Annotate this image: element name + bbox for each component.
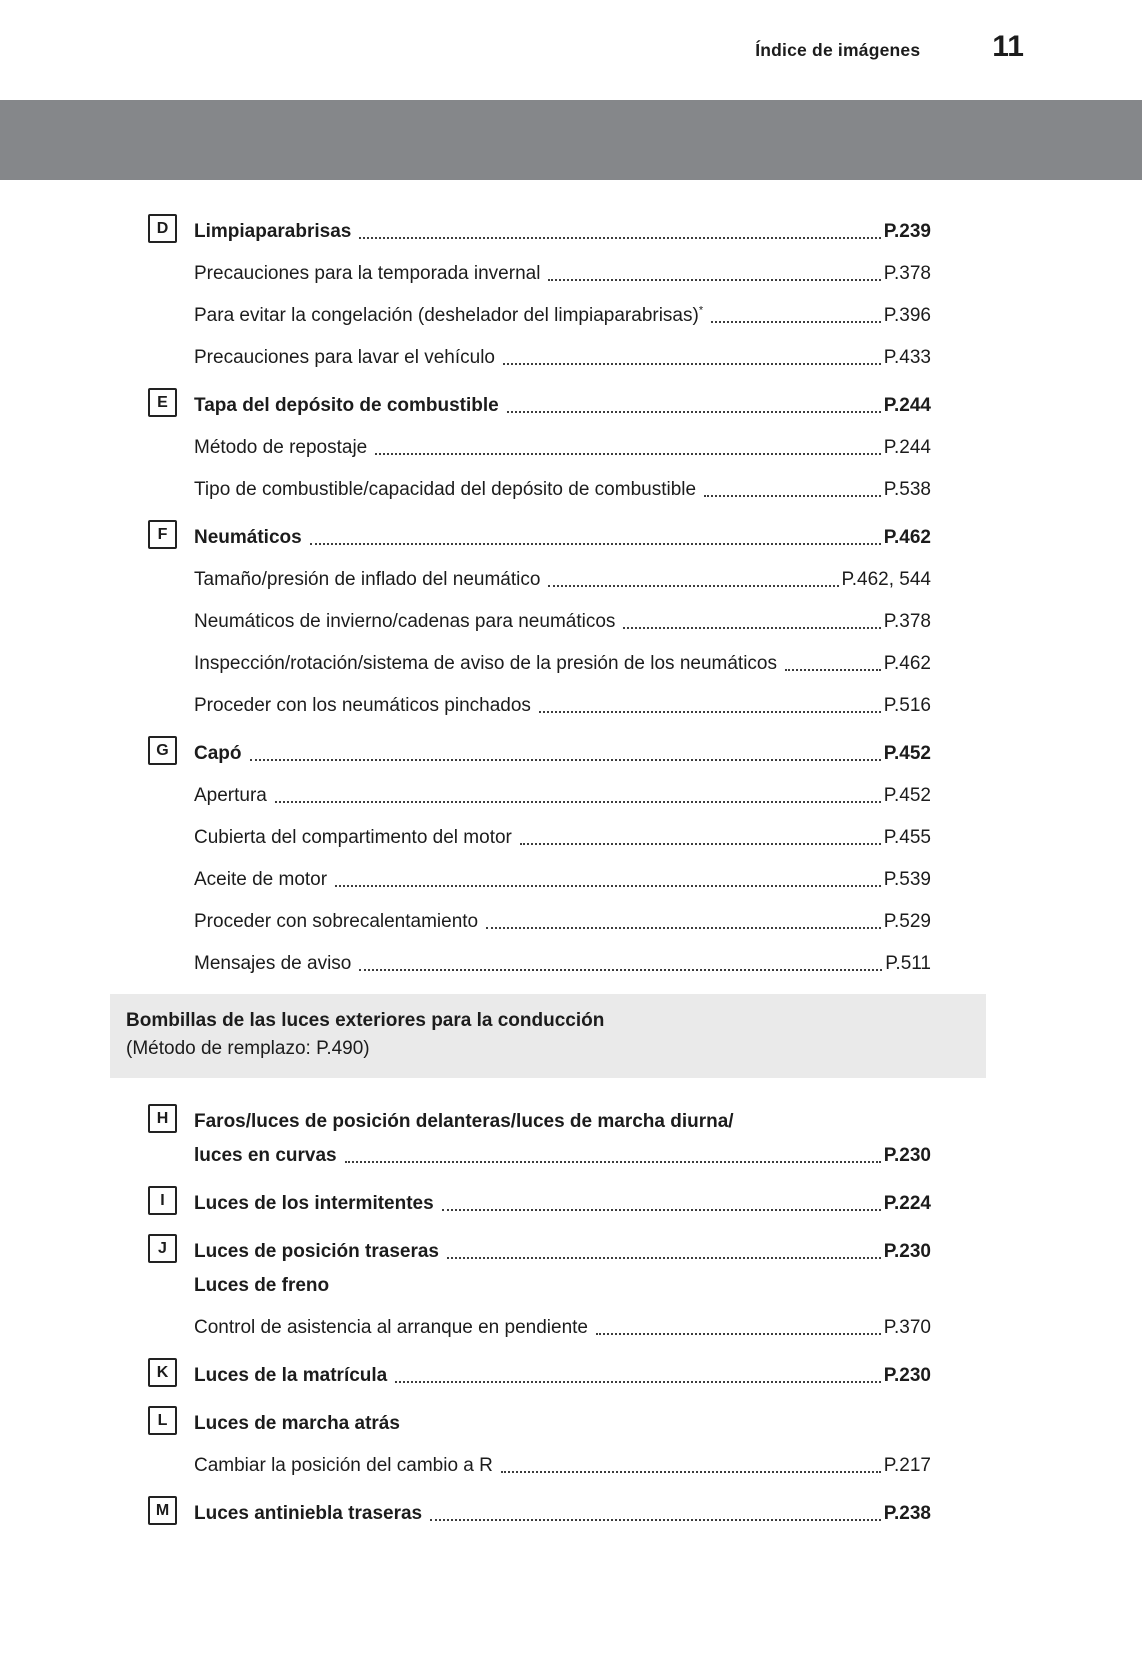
page-reference: P.462: [883, 527, 931, 548]
entry-badge-slot: [148, 1496, 194, 1526]
page-reference: P.452: [883, 785, 931, 806]
toc-row: [148, 1186, 931, 1216]
entry-text: Método de repostaje: [194, 437, 368, 458]
entry-letter-badge: J: [148, 1234, 177, 1263]
entry-text: Luces de posición traseras: [194, 1241, 439, 1262]
dotted-leader: [335, 885, 881, 887]
section-band-subtitle: (Método de remplazo: P.490): [126, 1038, 370, 1059]
entry-text: Mensajes de aviso: [194, 953, 352, 974]
dotted-leader: [503, 363, 881, 365]
page-reference: P.244: [883, 437, 931, 458]
entry-text: Para evitar la congelación (deshelador del limpiaparabrisas)*: [194, 304, 704, 326]
toc-row: [148, 478, 931, 502]
entry-letter-badge: H: [148, 1104, 177, 1133]
entry-badge-slot: [148, 520, 194, 550]
page-reference: P.455: [883, 827, 931, 848]
dotted-leader: [520, 843, 881, 845]
toc-row: [148, 1274, 931, 1298]
page-reference: P.462, 544: [841, 569, 931, 590]
dotted-leader: [507, 411, 881, 413]
entry-text: Tamaño/presión de inflado del neumático: [194, 569, 541, 590]
entry-text: Aceite de motor: [194, 869, 328, 890]
toc-row: [148, 868, 931, 892]
toc-row: [148, 652, 931, 676]
toc-row: [148, 1144, 931, 1168]
dotted-leader: [430, 1519, 881, 1521]
index-rows-top: [110, 214, 986, 976]
toc-row: [148, 436, 931, 460]
dotted-leader: [359, 969, 882, 971]
entry-letter-badge: I: [148, 1186, 177, 1215]
page-reference: P.433: [883, 347, 931, 368]
dotted-leader: [375, 453, 881, 455]
page-reference: P.238: [883, 1503, 931, 1524]
entry-text: Cubierta del compartimento del motor: [194, 827, 512, 848]
dotted-leader: [447, 1257, 881, 1259]
page-reference: P.378: [883, 263, 931, 284]
page-number: 11: [992, 30, 1024, 63]
toc-row: [148, 1316, 931, 1340]
page-reference: P.217: [883, 1455, 931, 1476]
entry-text: Proceder con los neumáticos pinchados: [194, 695, 531, 716]
entry-letter-badge: F: [148, 520, 177, 549]
top-gray-band: [0, 100, 1142, 180]
page-reference: P.539: [883, 869, 931, 890]
dotted-leader: [548, 279, 880, 281]
page-reference: P.516: [883, 695, 931, 716]
entry-badge-slot: [148, 214, 194, 244]
toc-row: [148, 1406, 931, 1436]
toc-row: [148, 304, 931, 328]
entry-text: Apertura: [194, 785, 267, 806]
index-content: [110, 214, 986, 1526]
footnote-asterisk: *: [698, 304, 704, 317]
entry-text: Precauciones para lavar el vehículo: [194, 347, 496, 368]
header-title: Índice de imágenes: [755, 40, 921, 60]
page-reference: P.230: [883, 1145, 931, 1166]
toc-row: [148, 952, 931, 976]
toc-row: [148, 610, 931, 634]
dotted-leader: [395, 1381, 881, 1383]
entry-badge-slot: [148, 1406, 194, 1436]
entry-text: Faros/luces de posición delanteras/luces de marcha diurna/: [194, 1111, 734, 1132]
entry-text: Cambiar la posición del cambio a R: [194, 1455, 493, 1476]
dotted-leader: [310, 543, 881, 545]
toc-row: [148, 736, 931, 766]
page-reference: P.538: [883, 479, 931, 500]
entry-letter-badge: G: [148, 736, 177, 765]
toc-row: [148, 568, 931, 592]
entry-text: Proceder con sobrecalentamiento: [194, 911, 479, 932]
toc-row: [148, 1496, 931, 1526]
entry-badge-slot: [148, 1358, 194, 1388]
dotted-leader: [501, 1471, 881, 1473]
index-rows-bottom: [110, 1104, 986, 1526]
page-header: [0, 0, 1142, 100]
dotted-leader: [623, 627, 880, 629]
entry-text: Luces antiniebla traseras: [194, 1503, 423, 1524]
entry-text: Capó: [194, 743, 242, 764]
page-reference: P.511: [885, 953, 931, 974]
entry-text: Limpiaparabrisas: [194, 221, 352, 242]
entry-text: Luces de los intermitentes: [194, 1193, 434, 1214]
page-reference: P.224: [883, 1193, 931, 1214]
entry-letter-badge: L: [148, 1406, 177, 1435]
entry-badge-slot: [148, 1104, 194, 1134]
page-reference: P.452: [883, 743, 931, 764]
page-reference: P.529: [883, 911, 931, 932]
entry-letter-badge: D: [148, 214, 177, 243]
dotted-leader: [711, 321, 881, 323]
page-reference: P.378: [883, 611, 931, 632]
toc-row: [148, 1104, 931, 1134]
toc-row: [148, 262, 931, 286]
toc-row: [148, 1234, 931, 1264]
page-reference: P.230: [883, 1241, 931, 1262]
dotted-leader: [442, 1209, 881, 1211]
entry-text: Luces de marcha atrás: [194, 1413, 400, 1434]
dotted-leader: [539, 711, 881, 713]
dotted-leader: [785, 669, 881, 671]
entry-text: Neumáticos de invierno/cadenas para neumáticos: [194, 611, 616, 632]
entry-letter-badge: K: [148, 1358, 177, 1387]
entry-text: Tapa del depósito de combustible: [194, 395, 499, 416]
page-reference: P.230: [883, 1365, 931, 1386]
entry-badge-slot: [148, 1234, 194, 1264]
entry-text: Neumáticos: [194, 527, 302, 548]
toc-row: [148, 826, 931, 850]
toc-row: [148, 388, 931, 418]
dotted-leader: [596, 1333, 881, 1335]
dotted-leader: [548, 585, 838, 587]
entry-badge-slot: [148, 736, 194, 766]
page-reference: P.462: [883, 653, 931, 674]
dotted-leader: [275, 801, 881, 803]
entry-text: Precauciones para la temporada invernal: [194, 263, 541, 284]
dotted-leader: [250, 759, 881, 761]
dotted-leader: [704, 495, 881, 497]
section-band: [110, 994, 986, 1078]
toc-row: [148, 346, 931, 370]
dotted-leader: [359, 237, 880, 239]
page-reference: P.370: [883, 1317, 931, 1338]
toc-row: [148, 1454, 931, 1478]
entry-letter-badge: E: [148, 388, 177, 417]
entry-text: Control de asistencia al arranque en pendiente: [194, 1317, 588, 1338]
page-reference: P.396: [883, 305, 931, 326]
entry-text: Tipo de combustible/capacidad del depósito de combustible: [194, 479, 697, 500]
entry-text: Luces de freno: [194, 1275, 330, 1296]
page-reference: P.239: [883, 221, 931, 242]
toc-row: [148, 694, 931, 718]
entry-text: luces en curvas: [194, 1145, 337, 1166]
dotted-leader: [345, 1161, 881, 1163]
entry-badge-slot: [148, 388, 194, 418]
section-band-title: Bombillas de las luces exteriores para la conducción: [126, 1010, 605, 1031]
toc-row: [148, 1358, 931, 1388]
page-reference: P.244: [883, 395, 931, 416]
toc-row: [148, 520, 931, 550]
toc-row: [148, 784, 931, 808]
entry-text: Inspección/rotación/sistema de aviso de la presión de los neumáticos: [194, 653, 777, 674]
entry-badge-slot: [148, 1186, 194, 1216]
toc-row: [148, 214, 931, 244]
entry-letter-badge: M: [148, 1496, 177, 1525]
toc-row: [148, 910, 931, 934]
dotted-leader: [486, 927, 881, 929]
entry-text: Luces de la matrícula: [194, 1365, 388, 1386]
